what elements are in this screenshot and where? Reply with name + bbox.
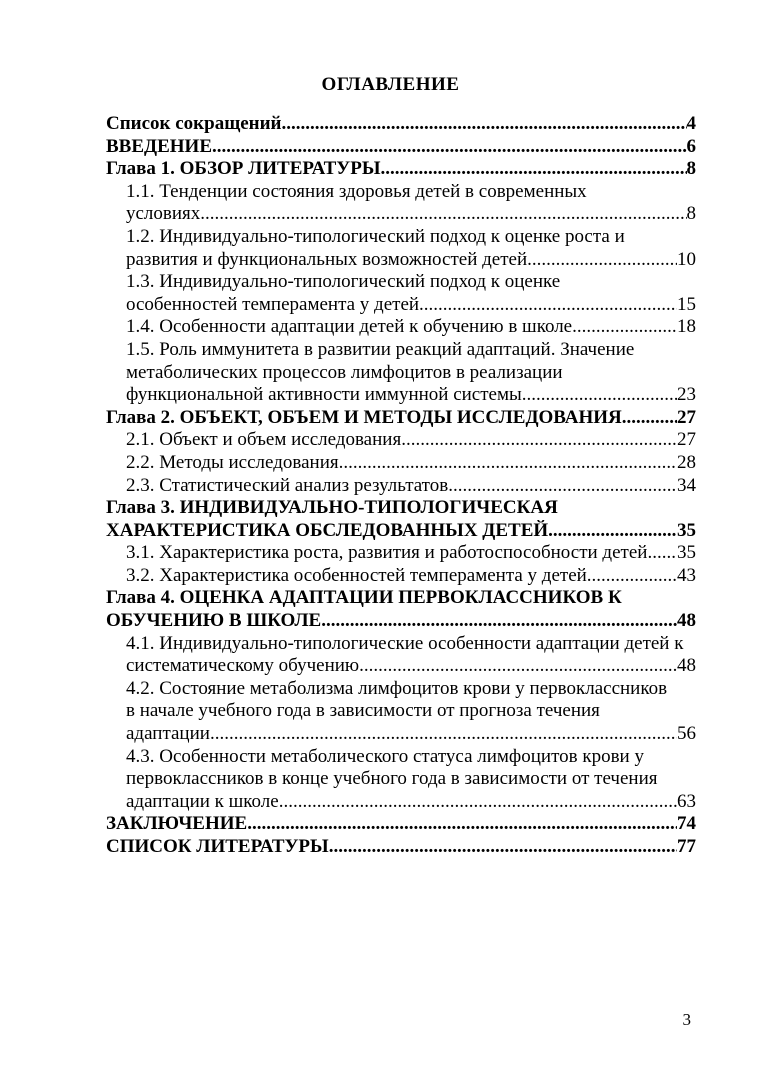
toc-entry-text: 4.1. Индивидуально-типологические особенности адаптации детей к — [126, 632, 684, 654]
toc-page-number: 15 — [677, 293, 696, 315]
toc-chapter-entry[interactable] — [106, 136, 696, 159]
toc-page-number: 27 — [677, 429, 696, 451]
dot-leader — [522, 384, 677, 407]
toc-entry-text: ВВЕДЕНИЕ — [106, 135, 212, 157]
toc-section-entry[interactable] — [106, 565, 696, 588]
toc-entry-text: ЗАКЛЮЧЕНИЕ — [106, 813, 248, 835]
toc-section-entry[interactable] — [106, 271, 696, 316]
toc-page-number: 23 — [677, 384, 696, 406]
toc-page-number: 48 — [677, 655, 696, 677]
table-of-contents — [106, 113, 696, 859]
toc-chapter-entry[interactable] — [106, 836, 696, 859]
toc-entry-text: 1.4. Особенности адаптации детей к обучению в школе — [126, 316, 573, 338]
dot-leader — [282, 113, 687, 136]
toc-entry-text: 1.3. Индивидуально-типологический подход к оценке — [126, 271, 561, 293]
toc-page-number: 28 — [677, 451, 696, 473]
dot-leader — [321, 610, 677, 633]
toc-chapter-entry[interactable] — [106, 158, 696, 181]
toc-section-entry[interactable] — [106, 452, 696, 475]
dot-leader — [210, 723, 677, 746]
page-number: 3 — [682, 1010, 691, 1029]
toc-section-entry[interactable] — [106, 633, 696, 678]
toc-entry-text: в начале учебного года в зависимости от прогноза течения — [126, 700, 600, 722]
toc-entry-text: СПИСОК ЛИТЕРАТУРЫ — [106, 836, 329, 857]
dot-leader — [572, 316, 677, 339]
page-title: ОГЛАВЛЕНИЕ — [321, 74, 460, 95]
toc-entry-text: адаптации — [126, 723, 210, 745]
dot-leader — [647, 542, 677, 565]
toc-page-number: 8 — [686, 158, 696, 180]
toc-page-number: 8 — [686, 203, 696, 225]
dot-leader — [419, 294, 677, 317]
toc-entry-text: 4.2. Состояние метаболизма лимфоцитов крови у первоклассников — [126, 677, 668, 699]
toc-section-entry[interactable] — [106, 226, 696, 271]
toc-entry-text: первоклассников в конце учебного года в зависимости от течения — [126, 768, 658, 790]
toc-chapter-entry[interactable] — [106, 407, 696, 430]
toc-entry-text: Глава 3. ИНДИВИДУАЛЬНО-ТИПОЛОГИЧЕСКАЯ — [106, 497, 558, 519]
toc-page-number: 10 — [677, 248, 696, 270]
toc-entry-text: 3.2. Характеристика особенностей темперамента у детей — [126, 564, 587, 586]
toc-page-number: 48 — [677, 610, 696, 632]
toc-section-entry[interactable] — [106, 746, 696, 814]
toc-chapter-entry[interactable] — [106, 813, 696, 836]
toc-entry-text: 2.3. Статистический анализ результатов — [126, 474, 449, 496]
toc-section-entry[interactable] — [106, 181, 696, 226]
toc-entry-text: метаболических процессов лимфоцитов в реализации — [126, 361, 563, 383]
toc-section-entry[interactable] — [106, 475, 696, 498]
toc-entry-text: Глава 2. ОБЪЕКТ, ОБЪЕМ И МЕТОДЫ ИССЛЕДОВАНИЯ — [106, 406, 622, 428]
toc-entry-text: 3.1. Характеристика роста, развития и работоспособности детей — [126, 542, 648, 564]
toc-section-entry[interactable] — [106, 678, 696, 746]
toc-entry-text: Список сокращений — [106, 113, 282, 134]
toc-entry-text: 1.5. Роль иммунитета в развитии реакций адаптаций. Значение — [126, 338, 635, 360]
toc-page-number: 43 — [677, 564, 696, 586]
toc-chapter-entry[interactable] — [106, 497, 696, 542]
toc-section-entry[interactable] — [106, 542, 696, 565]
dot-leader — [339, 452, 677, 475]
dot-leader — [448, 475, 677, 498]
toc-page-number: 74 — [677, 813, 696, 835]
toc-page-number: 4 — [686, 113, 696, 134]
dot-leader — [359, 655, 677, 678]
dot-leader — [548, 520, 677, 543]
toc-section-entry[interactable] — [106, 429, 696, 452]
toc-entry-text: 1.2. Индивидуально-типологический подход к оценке роста и — [126, 225, 625, 247]
toc-page-number: 6 — [686, 135, 696, 157]
dot-leader — [622, 407, 677, 430]
toc-page-number: 63 — [677, 790, 696, 812]
toc-chapter-entry[interactable] — [106, 587, 696, 632]
toc-page-number: 56 — [677, 723, 696, 745]
toc-entry-text: 4.3. Особенности метаболического статуса лимфоцитов крови у — [126, 745, 644, 767]
toc-entry-text: ОБУЧЕНИЮ В ШКОЛЕ — [106, 610, 322, 632]
toc-page-number: 35 — [677, 519, 696, 541]
toc-entry-text: особенностей темперамента у детей — [126, 293, 420, 315]
toc-section-entry[interactable] — [106, 316, 696, 339]
toc-page-number: 77 — [677, 836, 696, 857]
toc-entry-text: ХАРАКТЕРИСТИКА ОБСЛЕДОВАННЫХ ДЕТЕЙ — [106, 519, 549, 541]
toc-entry-text: адаптации к школе — [126, 790, 279, 812]
toc-section-entry[interactable] — [106, 339, 696, 407]
toc-page-number: 35 — [677, 542, 696, 564]
toc-page-number: 18 — [677, 316, 696, 338]
toc-entry-text: Глава 1. ОБЗОР ЛИТЕРАТУРЫ — [106, 158, 381, 180]
toc-chapter-entry[interactable] — [106, 113, 696, 136]
dot-leader — [587, 565, 677, 588]
dot-leader — [279, 791, 677, 814]
dot-leader — [527, 249, 677, 272]
toc-entry-text: условиях — [126, 203, 201, 225]
dot-leader — [200, 203, 686, 226]
toc-entry-text: 1.1. Тенденции состояния здоровья детей в современных — [126, 180, 587, 202]
dot-leader — [212, 136, 687, 159]
toc-entry-text: функциональной активности иммунной системы — [126, 384, 522, 406]
toc-entry-text: Глава 4. ОЦЕНКА АДАПТАЦИИ ПЕРВОКЛАССНИКОВ К — [106, 587, 622, 609]
dot-leader — [401, 429, 677, 452]
toc-entry-text: 2.1. Объект и объем исследования — [126, 429, 402, 451]
toc-entry-text: систематическому обучению — [126, 655, 360, 677]
toc-entry-text: развития и функциональных возможностей детей — [126, 248, 528, 270]
toc-page-number: 34 — [677, 474, 696, 496]
toc-page-number: 27 — [677, 406, 696, 428]
dot-leader — [247, 813, 677, 836]
dot-leader — [329, 836, 677, 859]
dot-leader — [381, 158, 687, 181]
toc-entry-text: 2.2. Методы исследования — [126, 451, 339, 473]
